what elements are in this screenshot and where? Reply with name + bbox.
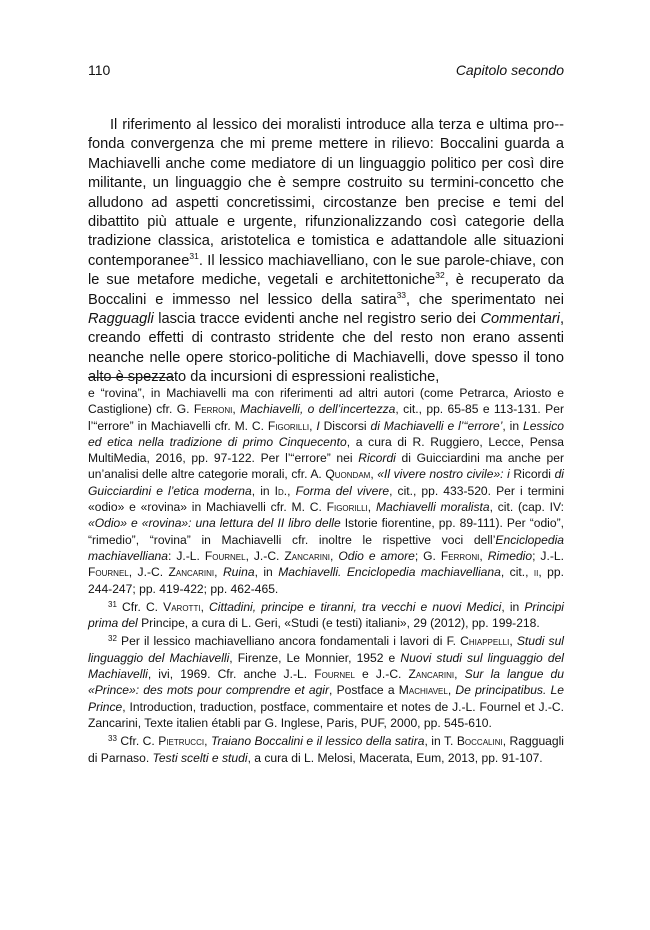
text-run: Principe, a cura di L. Geri, «Studi (e testi) italiani», 29 (2012), pp. 199-218. xyxy=(137,616,540,631)
footnote-separator xyxy=(88,377,174,378)
text-run: , in xyxy=(501,599,525,614)
footnotes xyxy=(88,385,564,768)
italic-text: di Guicciardini e l’etica moderna xyxy=(88,467,564,498)
text-run: Per il lessico machiavelliano ancora fondamentali i lavori di F. xyxy=(116,634,461,649)
text-run: , cit., xyxy=(500,565,534,580)
small-caps-name: Fournel xyxy=(204,548,246,563)
small-caps-name: Ferroni xyxy=(193,402,233,417)
italic-text: Ruina xyxy=(222,565,255,580)
text-run: , xyxy=(454,667,465,682)
small-caps-name: Pietrucci xyxy=(158,734,205,749)
text-run: , ivi, 1969. Cfr. anche J.-L. xyxy=(147,667,315,682)
text-run: , in xyxy=(502,418,523,433)
italic-text: Testi scelti e studi xyxy=(152,750,248,765)
italic-text: Principi prima del xyxy=(88,599,564,631)
small-caps-name: Figorilli xyxy=(267,418,310,433)
text-run: , xyxy=(200,599,210,614)
footnote-32 xyxy=(88,633,564,731)
page-header xyxy=(88,62,564,82)
text-run: , cit., pp. 65-85 e 113-131. Per l’“errore” in Machiavelli cfr. M. C. xyxy=(88,402,564,433)
italic-text: «Il vivere nostro civile»: i xyxy=(377,467,510,482)
text-run: Ricordi xyxy=(509,467,555,482)
text-run: Istorie fiorentine, pp. 89-111). Per “odio”, “rimedio”, “rovina” in Machiavelli cfr. inoltre le rispettive voci dell’ xyxy=(88,516,564,547)
small-caps-name: Ferroni xyxy=(440,548,480,563)
italic-text: Commentari xyxy=(480,311,560,328)
italic-text: Nuovi studi sul linguaggio del Machiavelli xyxy=(88,650,564,682)
text-run: , in T. xyxy=(424,734,457,749)
small-caps-name: Id. xyxy=(274,483,288,498)
footnote-continuation xyxy=(88,385,564,597)
footnote-number: 31 xyxy=(108,599,117,609)
text-run: , xyxy=(330,548,339,563)
text-run: , xyxy=(367,500,376,515)
text-run: , che sperimentato nei xyxy=(406,291,564,308)
italic-text: Traiano Boccalini e il lessico della satira xyxy=(210,734,425,749)
italic-text: Ricordi xyxy=(358,451,396,466)
footnote-33 xyxy=(88,733,564,766)
small-caps-name: Zancarini xyxy=(168,565,215,580)
footnote-number: 32 xyxy=(108,634,117,644)
text-run: , xyxy=(309,418,317,433)
small-caps-name: Quondam xyxy=(325,467,371,482)
small-caps-name: Varotti xyxy=(163,599,201,614)
small-caps-name: Chiappelli xyxy=(460,634,510,649)
small-caps-name: Machiavel xyxy=(398,683,448,698)
text-run: , a cura di L. Melosi, Macerata, Eum, 2013, pp. 91-107. xyxy=(247,750,543,765)
page-number: 110 xyxy=(88,62,111,78)
text-run: , xyxy=(287,483,296,498)
italic-text: I xyxy=(316,418,320,433)
italic-text: Sur la langue du «Prince»: des mots pour comprendre et agir xyxy=(88,667,564,698)
italic-text: Machiavelli moralista xyxy=(375,500,490,515)
text-run: ; G. xyxy=(414,548,441,563)
small-caps-name: ii xyxy=(533,565,539,580)
text-run: , xyxy=(479,548,488,563)
italic-text: Rimedio xyxy=(487,548,533,563)
italic-text: Machiavelli, o dell’incertezza xyxy=(240,402,396,417)
running-head: Capitolo secondo xyxy=(455,62,564,78)
text-run: ; J.-L. xyxy=(532,548,564,563)
text-run: , Firenze, Le Monnier, 1952 e xyxy=(229,650,401,665)
italic-text: De principatibus. Le Prince xyxy=(88,683,564,714)
text-run: lascia tracce evidenti anche nel registro serio dei xyxy=(153,311,481,328)
text-run: , creando effetti di contrasto stridente che del resto non erano assenti neanche nelle opere storico-politiche di Machiavelli, dove spesso il tono alto è spezzato da incursioni di espressioni realistiche, xyxy=(88,311,564,386)
text-run: e J.-C. xyxy=(354,667,409,682)
text-run: , in xyxy=(254,565,279,580)
text-run: , xyxy=(509,634,517,649)
italic-text: Enciclopedia machiavelliana xyxy=(88,532,564,563)
small-caps-name: Zancarini xyxy=(284,548,331,563)
italic-text: Ragguagli xyxy=(88,311,154,328)
text-run: : J.-L. xyxy=(168,548,205,563)
italic-text: Lessico ed etica nella tradizione di primo Cinquecento xyxy=(88,418,564,449)
text-run: e “rovina”, in Machiavelli ma con riferimenti ad altri autori (come Petrarca, Ariosto e Castiglione) cfr. G. xyxy=(88,386,564,417)
text-run: , xyxy=(232,402,241,417)
small-caps-name: Figorilli xyxy=(326,500,368,515)
italic-text: «Odio» e «rovina»: una lettura del II libro delle xyxy=(88,516,341,531)
text-run: . Il lessico machiavelliano, con le sue parole-chiave, con le sue metafore mediche, vegetali e architettoniche xyxy=(88,252,564,289)
text-run: , xyxy=(204,734,211,749)
text-run: , xyxy=(370,467,378,482)
footnote-reference: 33 xyxy=(396,289,407,300)
text-run: , è recuperato da Boccalini e immesso nel lessico della satira xyxy=(88,272,564,308)
text-run: , Introduction, traduction, postface, commentaire et notes de J.-L. Fournel et J.-C. Zancarini, Texte italien établi par G. Inglese, Paris, PUF, 2000, pp. 545-610. xyxy=(88,699,564,730)
text-run: , cit. (cap. IV: xyxy=(489,500,564,515)
footnote-31 xyxy=(88,599,564,632)
italic-text: Machiavelli. Enciclopedia machiavelliana xyxy=(278,565,501,580)
text-run: , J.-C. xyxy=(245,548,285,563)
italic-text: Studi sul linguaggio del Machiavelli xyxy=(88,634,564,665)
text-run: Cfr. C. xyxy=(116,599,164,614)
italic-text: Forma del vivere xyxy=(295,483,390,498)
text-run: , a cura di R. Ruggiero, Lecce, Pensa MultiMedia, 2016, pp. 97-122. Per l’“errore” nei xyxy=(88,434,564,466)
footnote-reference: 32 xyxy=(435,270,445,281)
text-run: , xyxy=(214,565,223,580)
text-run: Cfr. C. xyxy=(116,734,159,749)
small-caps-name: Boccalini xyxy=(456,734,503,749)
italic-text: di Machiavelli e l’“errore’ xyxy=(370,418,503,433)
text-run: Discorsi xyxy=(319,418,371,433)
small-caps-name: Fournel xyxy=(88,565,129,580)
small-caps-name: Fournel xyxy=(314,667,355,682)
text-run: , J.-C. xyxy=(128,565,169,580)
footnote-reference: 31 xyxy=(189,250,199,261)
body-paragraph xyxy=(88,116,564,388)
small-caps-name: Zancarini xyxy=(408,667,455,682)
italic-text: Odio e amore xyxy=(338,548,415,563)
text-run: di Guicciardini ma anche per un’analisi delle altre categorie morali, cfr. A. xyxy=(88,451,564,482)
footnote-number: 33 xyxy=(108,734,117,744)
italic-text: Cittadini, principe e tiranni, tra vecchi e nuovi Medici xyxy=(209,599,502,614)
text-run: , pp. 244-247; pp. 419-422; pp. 462-465. xyxy=(88,565,564,596)
text-run: , xyxy=(447,683,456,698)
text-run: , cit., pp. 433-520. Per i termini «odio» e «rovina» in Machiavelli cfr. M. C. xyxy=(88,483,565,515)
text-run: Il riferimento al lessico dei moralisti introduce alla terza e ultima pro-fonda convergenza che mi preme mettere in rilievo: Boccalini guarda a Machiavelli anche come mediatore di un linguaggio politico per così dire militante, un linguaggio che è sempre costruito su termini-concetto che alludono ad aspetti concretissimi, circostanze ben precise e temi del dibattito più attuale e urgente, rifunzionalizzando così categorie della tradizione classica, aristotelica e tomistica e adattandole alle situazioni contemporanee xyxy=(88,117,564,269)
text-run: , Ragguagli di Parnaso. xyxy=(88,734,564,765)
text-run: , Postface a xyxy=(329,683,399,698)
text-run: , in xyxy=(251,483,275,498)
